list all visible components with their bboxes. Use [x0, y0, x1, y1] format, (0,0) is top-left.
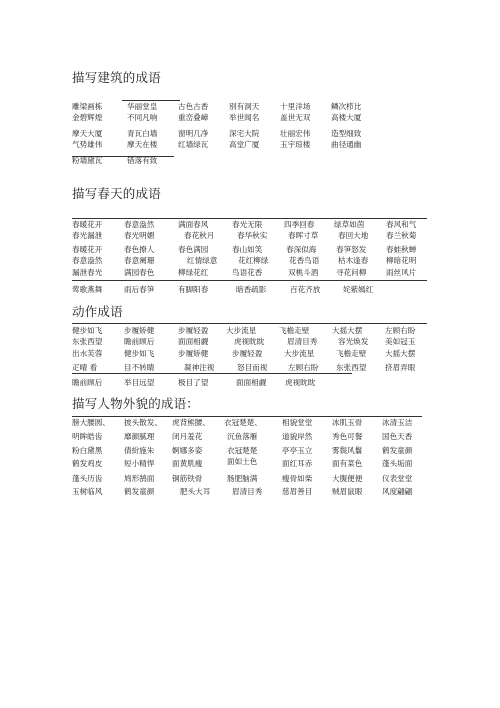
idiom-cell: 玉树临风	[72, 486, 103, 496]
idiom-cell: 春笋怒发	[336, 244, 367, 254]
idiom-cell: 冰肌玉骨	[332, 418, 363, 427]
idiom-cell: 蓬头历齿	[72, 473, 103, 483]
idiom-cell: 红墙绿瓦	[178, 140, 209, 150]
idiom-cell: 虎视眈眈	[285, 377, 316, 387]
idiom-cell: 不同凡响	[127, 113, 158, 123]
idiom-cell: 错落有致	[127, 155, 158, 165]
idiom-cell: 百花齐放	[290, 284, 321, 294]
idiom-cell: 大步流星	[226, 326, 257, 335]
table-row	[72, 473, 432, 484]
section-title-spring: 描写春天的成语	[72, 186, 161, 201]
idiom-cell: 窗明几净	[178, 128, 209, 138]
idiom-cell: 面黄肌瘦	[172, 459, 203, 469]
idiom-cell: 鹤发童颜	[124, 486, 155, 496]
idiom-cell: 高楼大厦	[331, 113, 362, 123]
idiom-cell: 瞻前顾后	[124, 337, 155, 347]
idiom-cell: 鸟语花香	[232, 267, 263, 277]
idiom-cell: 怒目而视	[237, 363, 268, 373]
idiom-cell: 摩天大厦	[72, 128, 103, 138]
idiom-cell: 靡颜腻理	[124, 432, 155, 442]
idiom-cell: 大摇大摆	[385, 348, 416, 358]
idiom-cell: 枯木逢春	[338, 256, 369, 266]
idiom-cell: 四季回春	[284, 220, 315, 229]
idiom-cell: 雨丝风片	[386, 267, 417, 277]
idiom-cell: 鹤发鸡皮	[72, 459, 103, 469]
idiom-cell: 金碧辉煌	[72, 113, 103, 123]
idiom-cell: 贼眉鼠眼	[332, 486, 363, 496]
idiom-cell: 步履轻盈	[178, 326, 209, 335]
idiom-cell: 春意阑珊	[124, 256, 155, 266]
idiom-cell: 粉白黛黑	[72, 445, 103, 455]
idiom-cell: 铜筋铁骨	[172, 473, 203, 483]
idiom-cell: 容光焕发	[338, 337, 369, 347]
table-row	[72, 155, 432, 166]
idiom-cell: 大摇大摆	[332, 326, 363, 335]
idiom-cell: 青瓦白墙	[127, 128, 158, 138]
table-row	[72, 458, 432, 469]
table-row	[72, 486, 432, 497]
idiom-cell: 瘦骨如柴	[282, 473, 313, 483]
idiom-cell: 双桃斗酒	[288, 267, 319, 277]
idiom-cell: 面面相觑	[236, 377, 267, 387]
idiom-cell: 莺歌燕舞	[72, 284, 103, 294]
idiom-cell: 春光漏泄	[72, 231, 103, 241]
table-row	[72, 112, 432, 123]
idiom-cell: 柳暗花明	[386, 256, 417, 266]
idiom-cell: 高堂广厦	[229, 140, 260, 150]
idiom-cell: 寻花问柳	[336, 267, 367, 277]
idiom-cell: 雕梁画栋	[72, 102, 103, 111]
idiom-cell: 鸠形鹄面	[124, 473, 155, 483]
table-row	[72, 284, 432, 295]
idiom-cell: 步履矫健	[178, 348, 209, 358]
idiom-cell: 面红耳赤	[282, 459, 313, 469]
section-title-actions: 动作成语	[72, 304, 123, 319]
idiom-cell: 绿草如茵	[334, 220, 365, 229]
idiom-cell: 十里洋场	[280, 102, 311, 111]
idiom-cell: 面如土色	[227, 457, 258, 467]
idiom-cell: 目不转睛	[124, 363, 155, 373]
idiom-cell: 飞檐走壁	[336, 348, 367, 358]
idiom-cell: 衣冠楚楚、	[224, 418, 262, 427]
table-row	[72, 139, 432, 150]
idiom-cell: 春回大地	[338, 231, 369, 241]
idiom-cell: 造型细致	[331, 128, 362, 138]
idiom-cell: 曲径通幽	[331, 140, 362, 150]
idiom-cell: 大腹便便	[332, 473, 363, 483]
table-row	[72, 362, 432, 373]
idiom-cell: 左顾右盼	[385, 326, 416, 335]
idiom-cell: 春光无限	[232, 220, 263, 229]
idiom-cell: 肠肥脑满	[227, 473, 258, 483]
idiom-cell: 蓬头垢面	[382, 459, 413, 469]
table-row	[72, 417, 432, 428]
idiom-cell: 秀色可餐	[332, 432, 363, 442]
table-row	[72, 431, 432, 442]
idiom-cell: 有脚阳春	[178, 284, 209, 294]
idiom-cell: 春暖花开	[72, 220, 103, 229]
idiom-cell: 肥头大耳	[180, 486, 211, 496]
idiom-cell: 大步流星	[284, 348, 315, 358]
idiom-cell: 美如冠玉	[385, 337, 416, 347]
idiom-table-spring	[72, 219, 432, 295]
idiom-cell: 国色天香	[382, 432, 413, 442]
idiom-cell: 步履轻盈	[232, 348, 263, 358]
idiom-cell: 虎背熊腰、	[172, 418, 210, 427]
idiom-cell: 春蛙秋蝉	[386, 244, 417, 254]
idiom-cell: 鹤发童颜	[382, 445, 413, 455]
idiom-cell: 雨后春笋	[124, 284, 155, 294]
idiom-cell: 华丽堂皇	[127, 102, 158, 111]
table-row	[72, 445, 432, 456]
idiom-cell: 倩紛施朱	[124, 445, 155, 455]
idiom-cell: 满面春风	[178, 220, 209, 229]
idiom-cell: 春花秋月	[184, 231, 215, 241]
idiom-cell: 明眸皓齿	[72, 432, 103, 442]
idiom-cell: 深宅大院	[229, 128, 260, 138]
idiom-cell: 玉宇琼楼	[280, 140, 311, 150]
idiom-cell: 别有洞天	[229, 102, 260, 111]
idiom-cell: 仪表堂堂	[382, 473, 413, 483]
idiom-cell: 春晖寸草	[288, 231, 319, 241]
idiom-cell: 春山如笑	[232, 244, 263, 254]
table-row	[72, 128, 432, 139]
idiom-cell: 气势雄伟	[72, 140, 103, 150]
table-row	[72, 244, 432, 255]
idiom-cell: 面面相觑	[178, 337, 209, 347]
table-row	[72, 325, 432, 336]
idiom-table-actions	[72, 325, 432, 388]
idiom-cell: 健步如飞	[72, 326, 103, 335]
idiom-cell: 雾鬓风鬟	[332, 445, 363, 455]
idiom-cell: 出水芙蓉	[72, 348, 103, 358]
idiom-cell: 极目了望	[178, 377, 209, 387]
table-row	[72, 101, 432, 112]
idiom-cell: 春意盎然	[124, 220, 155, 229]
idiom-cell: 婀娜多姿	[172, 445, 203, 455]
idiom-cell: 凝神注视	[184, 363, 215, 373]
idiom-cell: 披头散发、	[124, 418, 162, 427]
idiom-cell: 亭亭玉立	[282, 445, 313, 455]
idiom-table-architecture	[72, 101, 432, 166]
section-title-appearance: 描写人物外貌的成语：	[72, 396, 200, 411]
idiom-cell: 飞檐走壁	[279, 326, 310, 335]
idiom-cell: 壮丽宏伟	[280, 128, 311, 138]
table-row	[72, 267, 432, 278]
idiom-cell: 春光明媚	[124, 231, 155, 241]
table-row	[72, 255, 432, 266]
idiom-cell: 眉清目秀	[232, 486, 263, 496]
idiom-cell: 暗香疏影	[236, 284, 267, 294]
idiom-cell: 柳绿花红	[178, 267, 209, 277]
idiom-cell: 盖世无双	[280, 113, 311, 123]
idiom-cell: 举世闻名	[229, 113, 260, 123]
idiom-cell: 春暖花开	[72, 244, 103, 254]
idiom-cell: 瞻前顾后	[72, 377, 103, 387]
idiom-cell: 满园春色	[124, 267, 155, 277]
idiom-cell: 古色古香	[178, 102, 209, 111]
idiom-cell: 春色撩人	[124, 244, 155, 254]
idiom-cell: 道貌岸然	[282, 432, 313, 442]
idiom-cell: 漏泄春光	[72, 267, 103, 277]
idiom-cell: 步履矫健	[124, 326, 155, 335]
idiom-cell: 东张西望	[336, 363, 367, 373]
idiom-cell: 闭月羞花	[172, 432, 203, 442]
idiom-cell: 眉清目秀	[287, 337, 318, 347]
table-row	[72, 377, 432, 388]
idiom-cell: 春意盎然	[72, 256, 103, 266]
table-row	[72, 230, 432, 241]
idiom-cell: 重峦叠嶂	[178, 113, 209, 123]
idiom-cell: 东张西望	[72, 337, 103, 347]
idiom-cell: 沉鱼落雁	[227, 432, 258, 442]
idiom-cell: 鳞次栉比	[331, 102, 362, 111]
idiom-cell: 冰清玉洁	[382, 418, 413, 427]
idiom-cell: 相貌堂堂	[282, 418, 313, 427]
idiom-cell: 挤眉弄眼	[385, 363, 416, 373]
idiom-cell: 左顾右盼	[288, 363, 319, 373]
section-title-architecture: 描写建筑的成语	[72, 70, 161, 85]
idiom-cell: 虎视眈眈	[234, 337, 265, 347]
idiom-cell: 花红柳绿	[238, 256, 269, 266]
idiom-cell: 春华秋实	[237, 231, 268, 241]
idiom-cell: 春兰秋菊	[386, 231, 417, 241]
table-row	[72, 219, 432, 230]
idiom-cell: 姹紫嫣红	[343, 284, 374, 294]
idiom-cell: 举目远望	[124, 377, 155, 387]
idiom-cell: 慈眉善目	[282, 486, 313, 496]
idiom-cell: 膀大腰圆、	[72, 418, 110, 427]
idiom-cell: 粉墙黛瓦	[72, 155, 103, 165]
idiom-cell: 健步如飞	[124, 348, 155, 358]
idiom-cell: 花香鸟语	[289, 256, 320, 266]
table-row	[72, 348, 432, 359]
idiom-cell: 面有菜色	[332, 459, 363, 469]
idiom-table-appearance	[72, 417, 432, 497]
idiom-cell: 春深似海	[286, 244, 317, 254]
idiom-cell: 短小精悍	[124, 459, 155, 469]
idiom-cell: 风度翩翩	[382, 486, 413, 496]
idiom-cell: 疋晴 看	[72, 363, 98, 373]
idiom-cell: 摩天在楼	[127, 140, 158, 150]
idiom-cell: 春色满园	[178, 244, 209, 254]
idiom-cell: 春风和气	[386, 220, 417, 229]
idiom-cell: 衣冠楚楚	[227, 445, 258, 455]
table-row	[72, 336, 432, 347]
idiom-cell: 红情绿意	[187, 256, 218, 266]
